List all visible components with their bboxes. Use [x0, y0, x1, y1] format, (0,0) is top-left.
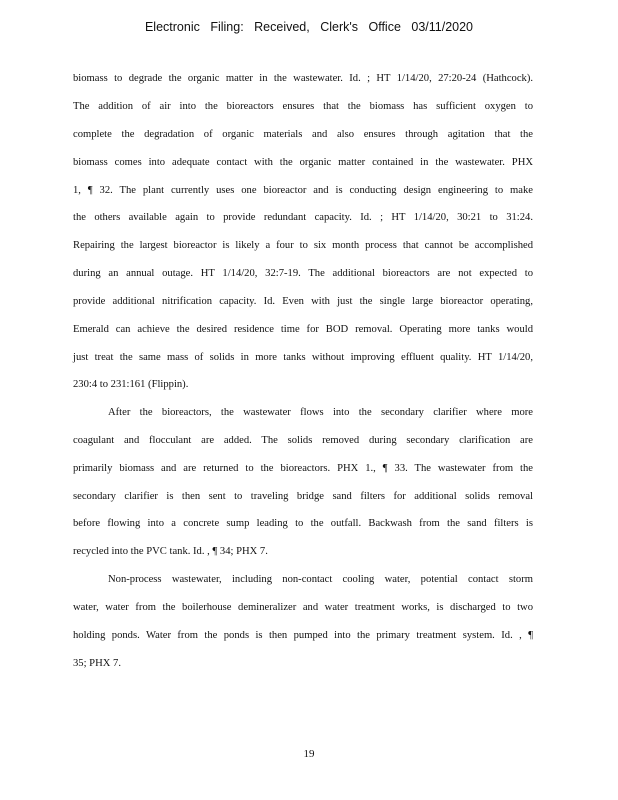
text-line: 35; PHX 7. — [73, 658, 121, 669]
page-number: 19 — [303, 748, 315, 760]
text-line: just treat the same mass of solids in more tanks without improving effluent quality. HT 1/14/20, — [73, 352, 533, 363]
text-line: before flowing into a concrete sump leading to the outfall. Backwash from the sand filters is — [73, 518, 533, 529]
text-line: biomass comes into adequate contact with the organic matter contained in the wastewater. PHX — [73, 157, 533, 168]
text-line: Repairing the largest bioreactor is likely a four to six month process that cannot be accomplished — [73, 240, 533, 251]
text-line: 230:4 to 231:161 (Flippin). — [73, 379, 189, 390]
text-line: the others available again to provide redundant capacity. Id. ; HT 1/14/20, 30:21 to 31:24. — [73, 212, 533, 223]
text-line: After the bioreactors, the wastewater flows into the secondary clarifier where more — [108, 407, 533, 418]
text-line: provide additional nitrification capacity. Id. Even with just the single large bioreactor operating, — [73, 296, 533, 307]
text-line: primarily biomass and are returned to the bioreactors. PHX 1., ¶ 33. The wastewater from the — [73, 463, 533, 474]
text-line: Non-process wastewater, including non-contact cooling water, potential contact storm — [108, 574, 533, 585]
text-line: holding ponds. Water from the ponds is then pumped into the primary treatment system. Id. , ¶ — [73, 630, 533, 641]
text-line: complete the degradation of organic materials and also ensures through agitation that the — [73, 129, 533, 140]
text-line: secondary clarifier is then sent to traveling bridge sand filters for additional solids removal — [73, 491, 533, 502]
text-line: coagulant and flocculant are added. The solids removed during secondary clarification are — [73, 435, 533, 446]
text-line: biomass to degrade the organic matter in the wastewater. Id. ; HT 1/14/20, 27:20-24 (Hathcock). — [73, 73, 533, 84]
text-line: recycled into the PVC tank. Id. , ¶ 34; PHX 7. — [73, 546, 268, 557]
text-line: Emerald can achieve the desired residence time for BOD removal. Operating more tanks would — [73, 324, 533, 335]
text-line: water, water from the boilerhouse demineralizer and water treatment works, is discharged to two — [73, 602, 533, 613]
text-line: The addition of air into the bioreactors ensures that the biomass has sufficient oxygen to — [73, 101, 533, 112]
filing-stamp-header: Electronic Filing: Received, Clerk's Office 03/11/2020 — [144, 20, 474, 34]
text-line: during an annual outage. HT 1/14/20, 32:7-19. The additional bioreactors are not expected to — [73, 268, 533, 279]
text-line: 1, ¶ 32. The plant currently uses one bioreactor and is conducting design engineering to make — [73, 185, 533, 196]
